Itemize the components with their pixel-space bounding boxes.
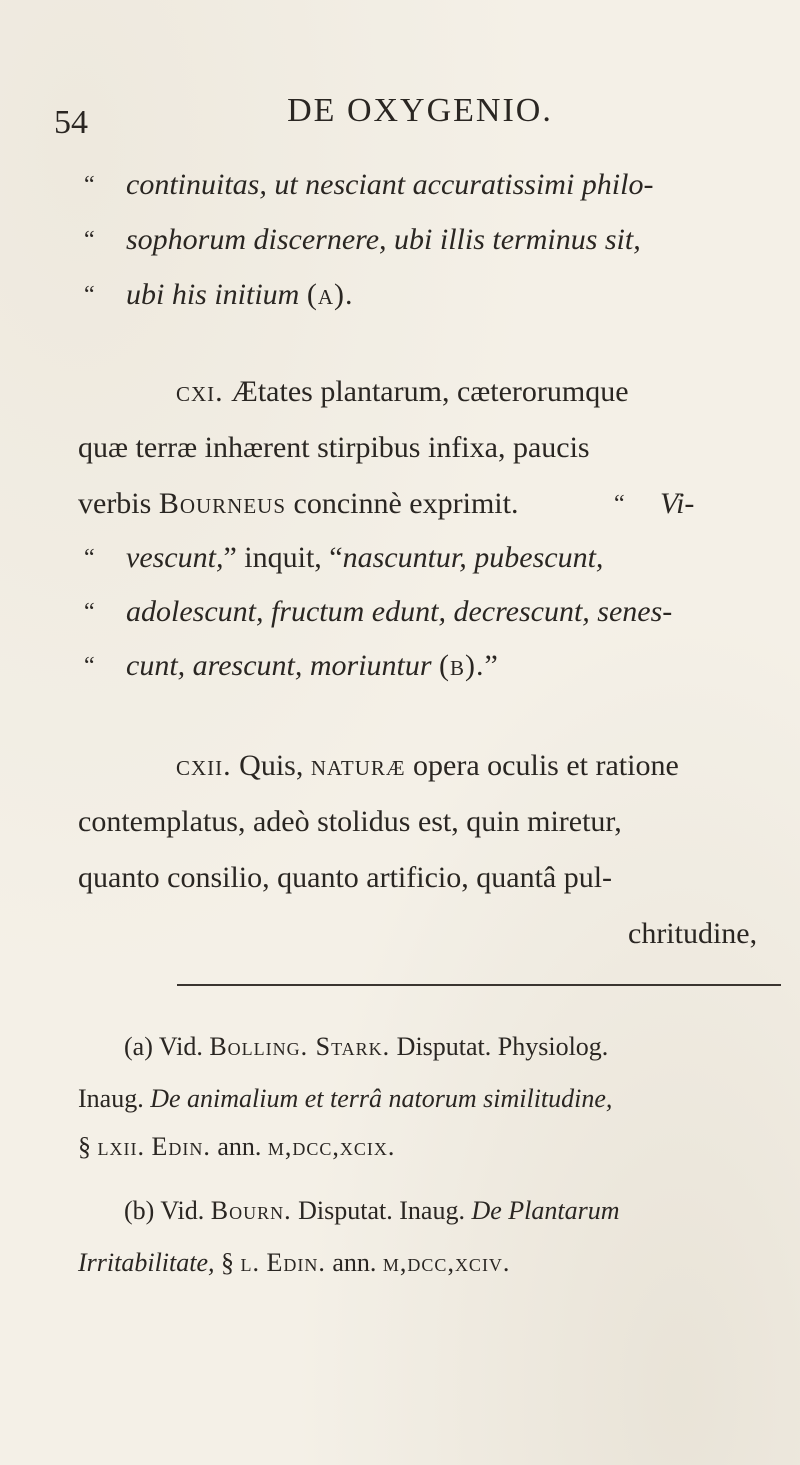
note-author: Bourn. bbox=[210, 1196, 292, 1225]
line-text: opera oculis et ratione bbox=[413, 749, 679, 782]
quote-text: continuitas, ut nesciant accuratissimi philo- bbox=[126, 168, 654, 201]
note-title: Irritabilitate, bbox=[78, 1248, 215, 1277]
note-section: lxii. bbox=[97, 1132, 145, 1161]
footnote-rule bbox=[177, 984, 781, 986]
note-text: § bbox=[221, 1248, 234, 1277]
quote-mark: “ bbox=[84, 282, 95, 308]
note-text: (a) Vid. bbox=[124, 1032, 203, 1061]
line-text: nascuntur, pubescunt, bbox=[342, 541, 604, 574]
note-text: ann. bbox=[332, 1248, 377, 1277]
author-name: Bourneus bbox=[158, 487, 287, 520]
note-year: m,dcc,xcix. bbox=[267, 1132, 396, 1161]
line-text: Quis, bbox=[239, 749, 304, 782]
note-text: Inaug. bbox=[78, 1084, 144, 1113]
footnote-ref-b: (b).” bbox=[439, 649, 499, 682]
line-text: vescunt, bbox=[126, 541, 224, 574]
note-text: Disputat. Physiolog. bbox=[396, 1032, 609, 1061]
quote-mark: “ bbox=[84, 172, 95, 198]
quote-mark: “ bbox=[84, 653, 95, 679]
page-number: 54 bbox=[54, 104, 88, 141]
note-author: Bolling. Stark. bbox=[209, 1032, 391, 1061]
note-text: § bbox=[78, 1132, 91, 1161]
note-text: Disputat. Inaug. bbox=[298, 1196, 465, 1225]
line-text: verbis bbox=[78, 487, 152, 520]
line-text: adolescunt, fructum edunt, decrescunt, senes- bbox=[126, 595, 673, 628]
note-title: De animalium et terrâ natorum similitudine, bbox=[150, 1084, 613, 1113]
line-text: cunt, arescunt, moriuntur bbox=[126, 649, 432, 682]
quote-text: sophorum discernere, ubi illis terminus sit, bbox=[126, 223, 641, 256]
note-place: Edin. bbox=[151, 1132, 211, 1161]
line-text: concinnè exprimit. bbox=[293, 487, 519, 520]
note-section: l. bbox=[240, 1248, 260, 1277]
line-text: Vi- bbox=[660, 487, 695, 520]
note-year: m,dcc,xciv. bbox=[382, 1248, 511, 1277]
note-text: (b) Vid. bbox=[124, 1196, 205, 1225]
footnote-ref-a: (a). bbox=[306, 278, 354, 311]
line-text: ” inquit, “ bbox=[223, 541, 343, 574]
quote-mark: “ bbox=[84, 545, 95, 571]
note-place: Edin. bbox=[266, 1248, 326, 1277]
quote-italic: ubi his initium bbox=[126, 278, 300, 311]
line-text: contemplatus, adeò stolidus est, quin miretur, bbox=[78, 805, 622, 838]
line-text: chritudine, bbox=[628, 917, 758, 950]
line-text: quæ terræ inhærent stirpibus infixa, paucis bbox=[78, 431, 590, 464]
quote-mark: “ bbox=[84, 227, 95, 253]
section-number: cxi. bbox=[176, 375, 224, 408]
section-number: cxii. bbox=[176, 749, 232, 782]
note-title: De Plantarum bbox=[471, 1196, 620, 1225]
quote-text bbox=[126, 275, 354, 315]
line-text: quanto consilio, quanto artificio, quantâ pul- bbox=[78, 861, 613, 894]
running-title: DE OXYGENIO. bbox=[287, 92, 553, 129]
quote-mark: “ bbox=[84, 599, 95, 625]
quote-mark: “ bbox=[614, 491, 625, 517]
note-text: ann. bbox=[217, 1132, 262, 1161]
emphasis-natura: naturæ bbox=[310, 749, 406, 782]
line-text: Ætates plantarum, cæterorumque bbox=[231, 375, 629, 408]
